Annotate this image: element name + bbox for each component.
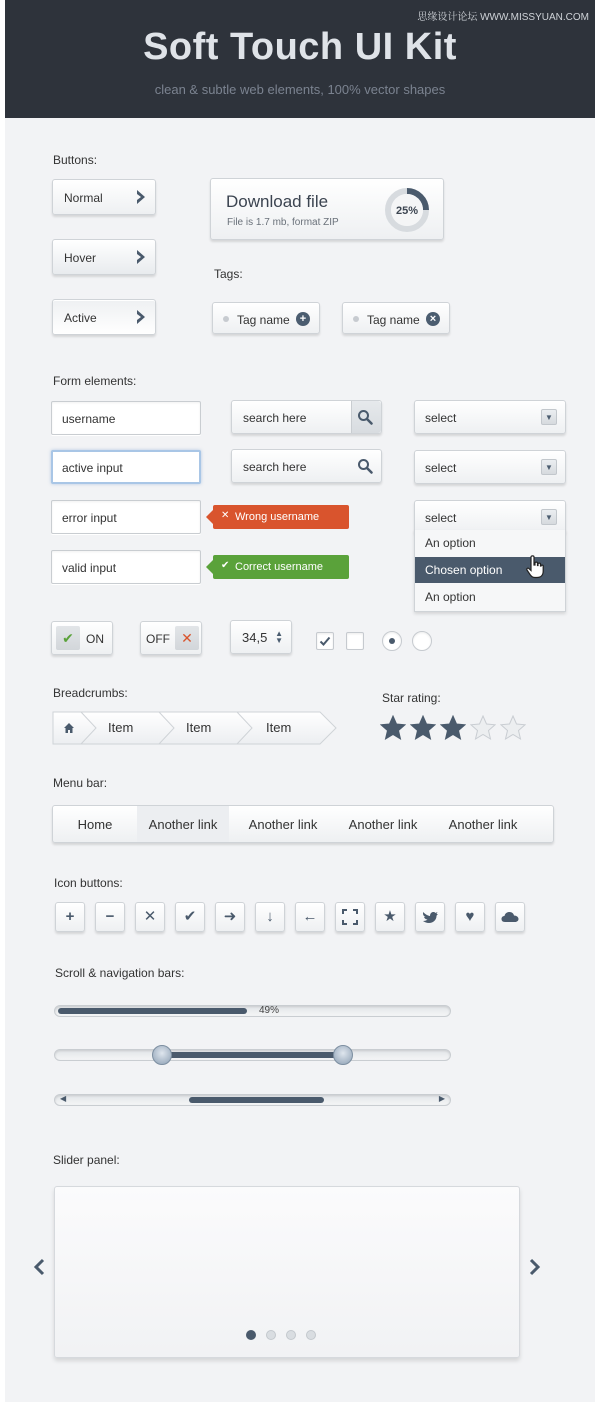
star-empty-icon[interactable] [470,715,496,741]
breadcrumb-item[interactable]: Item [266,720,292,735]
arrow-right-icon: ➜ [223,908,237,925]
menu-item-label: Home [77,817,113,832]
watermark: 思缘设计论坛 WWW.MISSYUAN.COM [417,12,589,23]
search-input[interactable]: search here [243,411,307,425]
radio-dot [389,638,395,644]
hand-cursor-icon [525,555,545,579]
plus-icon[interactable]: + [296,312,310,326]
minus-button[interactable] [95,902,125,932]
close-icon: ✕ [143,908,157,925]
off-toggle[interactable] [140,621,202,655]
page-subtitle: clean & subtle web elements, 100% vector shapes [154,82,446,97]
chevron-right-icon [135,309,147,325]
fullscreen-button[interactable] [335,902,365,932]
chevron-down-icon: ▼ [541,459,557,475]
select-value: select [425,461,457,475]
scroll-left-icon[interactable]: ◀ [60,1094,67,1103]
menu-item-label: Another link [248,817,318,832]
off-toggle-label: OFF [146,632,170,646]
search-box[interactable] [231,449,382,483]
active-button-label: Active [64,311,97,325]
form-elements-label: Form elements: [53,374,137,388]
username-input-value: username [62,412,116,426]
normal-button[interactable] [52,179,156,215]
arrow-left-icon: ← [302,908,318,925]
number-stepper[interactable] [230,620,292,654]
error-message-text: Wrong username [235,511,320,523]
arrow-down-button[interactable] [255,902,285,932]
check-icon [319,635,331,647]
menu-item-label: Another link [448,817,518,832]
on-toggle-label: ON [86,632,104,646]
select-dropdown[interactable] [414,400,566,434]
normal-button-label: Normal [64,191,103,205]
chevron-down-icon: ▼ [541,409,557,425]
menu-item[interactable] [333,806,433,842]
stepper-value: 34,5 [242,630,268,645]
select-value: select [425,411,457,425]
search-icon [357,458,373,474]
valid-input[interactable] [51,550,201,584]
tag-hole [353,316,359,322]
tag-label: Tag name [237,313,290,327]
cloud-icon [501,911,519,923]
dropdown-option-label: An option [425,590,476,604]
dropdown-option[interactable] [415,584,565,610]
arrow-left-button[interactable] [295,902,325,932]
plus-icon: + [65,908,75,925]
menu-item-label: Another link [348,817,418,832]
chevron-down-icon: ▼ [541,509,557,525]
star-filled-icon[interactable] [410,715,436,741]
menu-item-home[interactable] [53,806,137,842]
valid-input-value: valid input [62,561,117,575]
breadcrumb [52,711,336,745]
cloud-button[interactable] [495,902,525,932]
plus-button[interactable] [55,902,85,932]
download-info: File is 1.7 mb, format ZIP [227,217,339,228]
check-icon: ✔ [56,626,80,650]
slider-dot[interactable] [266,1330,276,1340]
scrollbar-thumb[interactable] [189,1097,323,1103]
radio-selected[interactable] [382,631,402,651]
menu-bar [52,805,554,843]
on-toggle[interactable] [51,621,113,655]
star-empty-icon[interactable] [500,715,526,741]
dropdown-option[interactable] [415,530,565,556]
select-value: select [425,511,457,525]
slider-panel-label: Slider panel: [53,1153,120,1167]
search-icon [357,409,373,425]
range-slider[interactable] [54,1049,451,1061]
minus-icon: − [105,908,115,925]
check-button[interactable] [175,902,205,932]
success-message [213,555,349,579]
scroll-right-icon[interactable]: ▶ [438,1094,445,1103]
progress-fill [58,1008,247,1014]
chevron-right-icon [135,189,147,205]
menu-bar-label: Menu bar: [53,776,108,790]
icon-buttons-label: Icon buttons: [54,876,123,890]
twitter-icon [422,910,438,924]
progress-percent: 49% [259,1005,280,1016]
dropdown-option-label: Chosen option [425,563,503,577]
tag-hole [223,316,229,322]
radio[interactable] [412,631,432,651]
error-message [213,505,349,529]
menu-item-label: Another link [148,817,218,832]
chevron-left-icon[interactable] [32,1258,46,1276]
tag-add[interactable] [212,302,320,334]
download-button[interactable] [210,178,444,240]
close-icon[interactable]: × [426,312,440,326]
error-input[interactable] [51,500,201,534]
username-input[interactable] [51,401,201,435]
close-button[interactable] [135,902,165,932]
page-title: Soft Touch UI Kit [143,26,457,68]
star-rating-label: Star rating: [382,691,441,705]
checkbox[interactable] [346,632,364,650]
scroll-bars-label: Scroll & navigation bars: [55,966,185,980]
menu-item[interactable] [433,806,533,842]
close-icon: ✕ [221,510,230,521]
breadcrumbs-label: Breadcrumbs: [53,686,128,700]
search-box-with-button[interactable] [231,400,382,434]
progress-percent: 25% [395,205,419,217]
check-icon: ✔ [183,908,197,925]
star-filled-icon[interactable] [380,715,406,741]
slider-dot[interactable] [286,1330,296,1340]
tags-label: Tags: [214,267,243,281]
select-dropdown[interactable] [414,450,566,484]
download-title: Download file [226,192,329,211]
chevron-right-icon [135,249,147,265]
heart-icon: ♥ [465,908,475,925]
progress-ring [384,187,430,233]
slider-dot[interactable] [306,1330,316,1340]
slider-dot-active[interactable] [246,1330,256,1340]
fullscreen-icon [342,909,358,925]
select-dropdown-open[interactable] [414,500,566,534]
dropdown-option-label: An option [425,536,476,550]
search-input[interactable]: search here [243,460,307,474]
buttons-label: Buttons: [53,153,98,167]
range-fill [162,1052,344,1058]
star-button[interactable] [375,902,405,932]
twitter-button[interactable] [415,902,445,932]
horizontal-scrollbar[interactable] [54,1094,451,1106]
arrow-right-button[interactable] [215,902,245,932]
breadcrumb-item[interactable]: Item [108,720,134,735]
hover-button-label: Hover [64,251,97,265]
heart-button[interactable] [455,902,485,932]
header [5,0,595,118]
tag-remove[interactable] [342,302,450,334]
star-filled-icon[interactable] [440,715,466,741]
up-down-arrows-icon[interactable]: ▲ ▼ [275,629,283,645]
success-message-text: Correct username [235,561,324,573]
menu-item[interactable] [233,806,333,842]
error-input-value: error input [62,511,117,525]
hover-button[interactable] [52,239,156,275]
chevron-right-icon[interactable] [528,1258,542,1276]
active-input-value: active input [62,461,123,475]
check-icon: ✔ [221,560,230,571]
progress-bar [54,1005,451,1017]
tag-label: Tag name [367,313,420,327]
checkbox-checked[interactable] [316,632,334,650]
breadcrumb-item[interactable]: Item [186,720,212,735]
active-input[interactable] [51,450,201,484]
active-button[interactable] [52,299,156,335]
menu-item-selected[interactable] [137,806,229,842]
close-icon: ✕ [175,626,199,650]
home-icon[interactable] [63,722,75,734]
range-handle-low[interactable] [152,1045,172,1065]
arrow-down-icon: ↓ [266,908,274,925]
star-icon: ★ [383,908,397,925]
